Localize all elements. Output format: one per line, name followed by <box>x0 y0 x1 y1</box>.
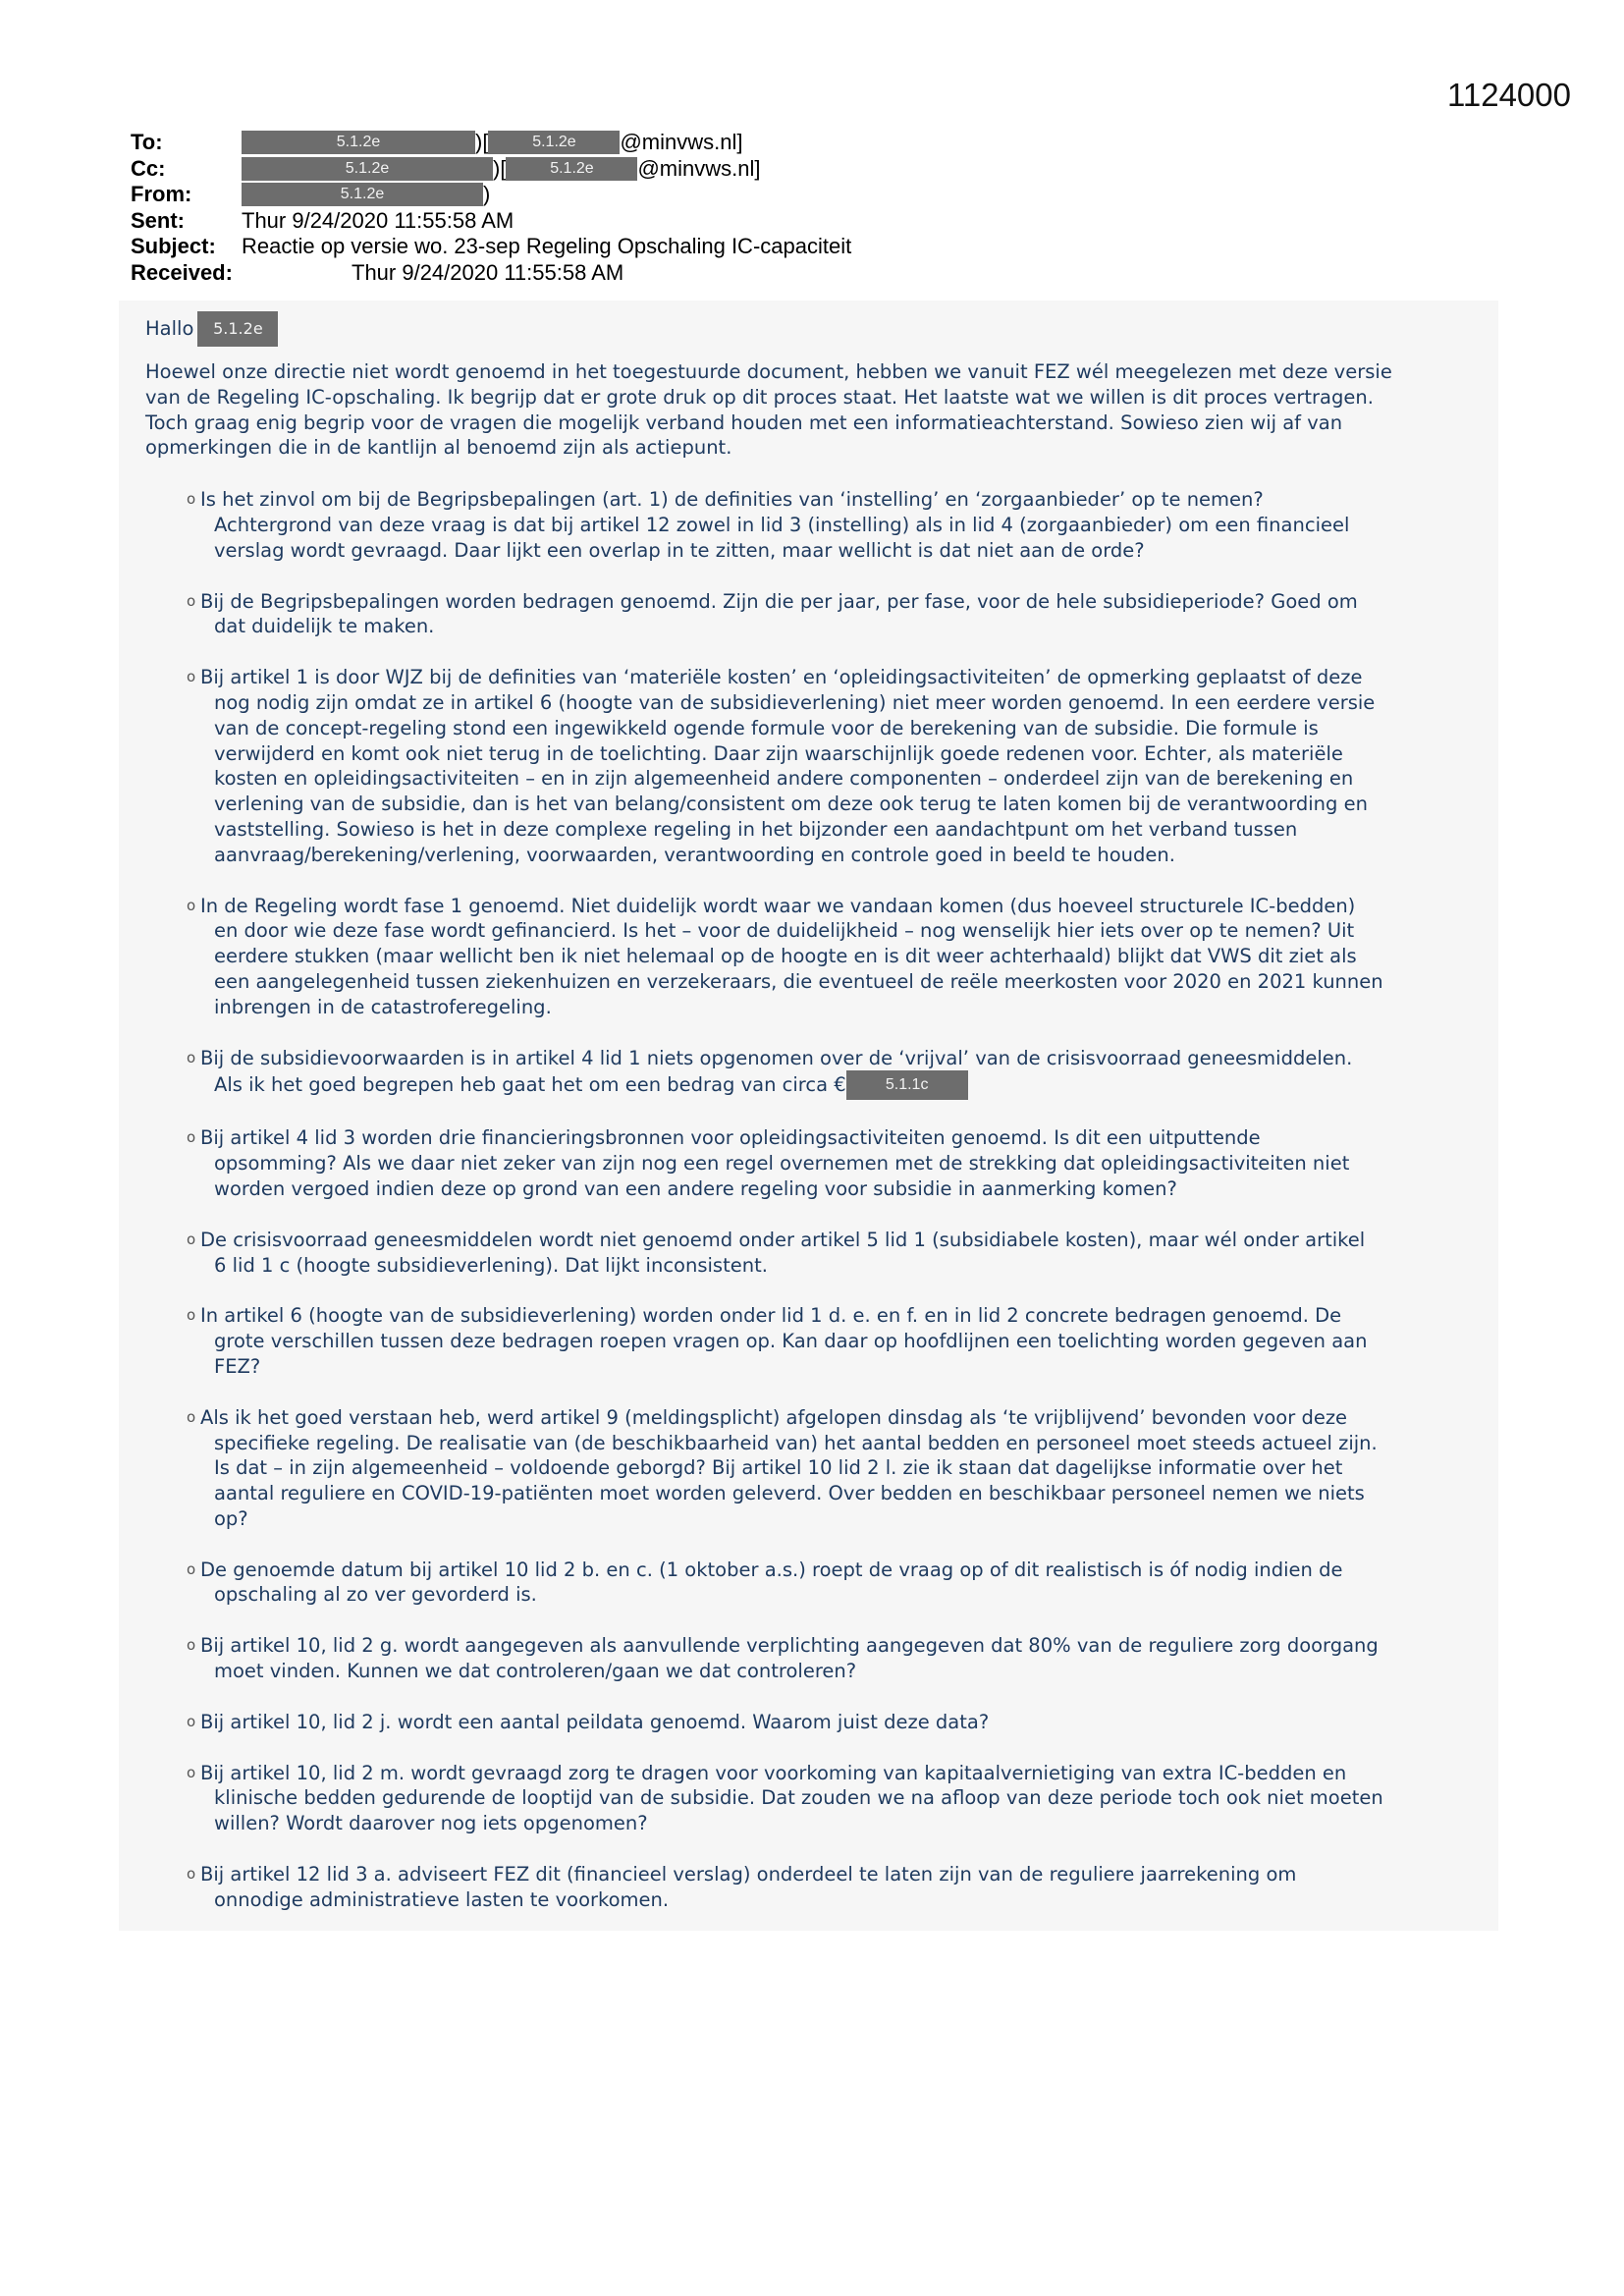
cc-row <box>131 156 1309 183</box>
question-line: Bij artikel 10, lid 2 m. wordt gevraagd zorg te dragen voor voorkoming van kapitaalvernietiging van extra IC-bedden en <box>200 1761 1347 1784</box>
question-line: klinische bedden gedurende de looptijd van de subsidie. Dat zouden we na afloop van deze periode toch ook niet moeten <box>214 1786 1383 1810</box>
question-line: en door wie deze fase wordt gefinancierd. Is het – voor de duidelijkheid – nog wenselijk hier iets over op te nemen? Uit <box>214 919 1355 943</box>
question-line: Bij de subsidievoorwaarden is in artikel 4 lid 1 niets opgenomen over de ‘vrijval’ van de crisisvoorraad geneesmiddelen. <box>200 1046 1353 1069</box>
question-item <box>145 1046 1490 1101</box>
subject-value: Reactie op versie wo. 23-sep Regeling Opschaling IC-capaciteit <box>242 234 852 258</box>
bullet-icon: o <box>187 1763 196 1781</box>
question-line: op? <box>214 1506 248 1530</box>
redaction-box: 5.1.2e <box>488 131 620 154</box>
document-id: 1124000 <box>1446 77 1571 113</box>
question-line: worden vergoed indien deze op grond van een andere regeling voor subsidie in aanmerking komen? <box>214 1176 1177 1200</box>
question-line: eerdere stukken (maar wellicht ben ik niet helemaal op de hoogte en is dit weer achterhaald) blijkt dat VWS dit ziet als <box>214 945 1357 968</box>
intro-line: opmerkingen die in de kantlijn al benoemd zijn als actiepunt. <box>145 436 732 460</box>
from-value: 5.1.2e ) <box>242 182 490 208</box>
question-line: nog nodig zijn omdat ze in artikel 6 (hoogte van de subsidieverlening) niet meer worden genoemd. In een eerdere versie <box>214 690 1376 714</box>
question-line: kosten en opleidingsactiviteiten – en in zijn algemeenheid andere componenten – onderdeel zijn van de berekening en <box>214 767 1354 791</box>
sent-value: Thur 9/24/2020 11:55:58 AM <box>242 207 514 233</box>
bullet-icon: o <box>187 1230 196 1248</box>
question-item <box>145 894 1490 1020</box>
redaction-box: 5.1.2e <box>242 183 483 206</box>
question-line: verwijderd en komt ook niet terug in de toelichting. Daar zijn waarschijnlijk goede redenen voor. Echter, als materiële <box>214 741 1343 765</box>
question-line: opschaling al zo ver gevorderd is. <box>214 1583 537 1607</box>
subject-row <box>131 234 1309 260</box>
to-email-domain: @minvws.nl] <box>620 130 743 154</box>
question-line: willen? Wordt daarover nog iets opgenomen? <box>214 1812 648 1835</box>
question-line: Is dat – in zijn algemeenheid – voldoende geborgd? Bij artikel 10 lid 2 l. zie ik staan dat dagelijkse informatie over het <box>214 1456 1343 1480</box>
cc-value: 5.1.2e )[ 5.1.2e @minvws.nl] <box>242 156 760 183</box>
to-row <box>131 130 1309 156</box>
received-label: Received: <box>131 259 233 285</box>
question-line: 6 lid 1 c (hoogte subsidieverlening). Dat lijkt inconsistent. <box>214 1253 768 1277</box>
email-body <box>145 310 1490 1939</box>
question-line: specifieke regeling. De realisatie van (de beschikbaarheid van) het aantal bedden en personeel moet steeds actueel zijn. <box>214 1431 1378 1454</box>
question-item <box>145 1710 1490 1735</box>
question-line: FEZ? <box>214 1354 261 1378</box>
question-line: Bij artikel 10, lid 2 j. wordt een aantal peildata genoemd. Waarom juist deze data? <box>200 1710 990 1733</box>
question-item <box>145 1125 1490 1201</box>
greeting-redaction: 5.1.2e <box>197 311 278 347</box>
question-line: Bij artikel 12 lid 3 a. adviseert FEZ dit (financieel verslag) onderdeel te laten zijn van de reguliere jaarrekening om <box>200 1863 1297 1886</box>
question-line: aanvraag/berekening/verlening, voorwaarden, verantwoording en controle goed in beeld te houden. <box>214 843 1175 866</box>
email-header <box>131 130 1309 286</box>
question-item <box>145 1633 1490 1684</box>
question-item <box>145 1228 1490 1279</box>
intro-paragraph <box>145 359 1490 461</box>
question-list <box>145 487 1490 1912</box>
amount-redaction: 5.1.1c <box>846 1070 968 1100</box>
question-line: onnodige administratieve lasten te voorkomen. <box>214 1887 670 1911</box>
question-line: van de concept-regeling stond een ingewikkeld ogende formule voor de berekening van de subsidie. Die formule is <box>214 716 1319 739</box>
bullet-icon: o <box>187 1306 196 1325</box>
question-line: grote verschillen tussen deze bedragen roepen vragen op. Kan daar op hoofdlijnen een toelichting worden gegeven aan <box>214 1330 1368 1353</box>
question-line: een aangelegenheid tussen ziekenhuizen en verzekeraars, die eventueel de reële meerkosten voor 2020 en 2021 kunnen <box>214 969 1383 993</box>
question-line: Bij artikel 4 lid 3 worden drie financieringsbronnen voor opleidingsactiviteiten genoemd. Is dit een uitputtende <box>200 1126 1261 1150</box>
question-item <box>145 1862 1490 1913</box>
question-line: Bij de Begripsbepalingen worden bedragen genoemd. Zijn die per jaar, per fase, voor de hele subsidieperiode? Goed om <box>200 589 1358 613</box>
question-line: moet vinden. Kunnen we dat controleren/gaan we dat controleren? <box>214 1660 857 1683</box>
received-value: Thur 9/24/2020 11:55:58 AM <box>352 259 624 285</box>
bullet-icon: o <box>187 896 196 914</box>
question-item <box>145 589 1490 640</box>
from-label: From: <box>131 182 192 206</box>
question-item <box>145 665 1490 867</box>
redaction-box: 5.1.2e <box>506 157 637 181</box>
bullet-icon: o <box>187 1128 196 1147</box>
to-label: To: <box>131 130 163 154</box>
bullet-icon: o <box>187 1407 196 1426</box>
question-item <box>145 1558 1490 1609</box>
question-line: Achtergrond van deze vraag is dat bij artikel 12 zowel in lid 3 (instelling) als in lid 4 (zorgaanbieder) om een financieel <box>214 513 1350 536</box>
question-line: verslag wordt gevraagd. Daar lijkt een overlap in te zitten, maar wellicht is dat niet aan de orde? <box>214 538 1145 562</box>
question-item <box>145 1303 1490 1379</box>
bullet-icon: o <box>187 668 196 686</box>
redaction-box: 5.1.2e <box>242 131 475 154</box>
redaction-box: 5.1.2e <box>242 157 493 181</box>
question-line: opsomming? Als we daar niet zeker van zijn nog een regel overnemen met de strekking dat opleidingsactiviteiten niet <box>214 1152 1350 1175</box>
question-line: vaststelling. Sowieso is het in deze complexe regeling in het bijzonder een aandachtpunt om het verband tussen <box>214 817 1298 841</box>
intro-line: van de Regeling IC-opschaling. Ik begrijp dat er grote druk op dit proces staat. Het laatste wat we willen is dit proces vertragen. <box>145 385 1374 409</box>
question-line: De crisisvoorraad geneesmiddelen wordt niet genoemd onder artikel 5 lid 1 (subsidiabele kosten), maar wél onder artikel <box>200 1228 1366 1251</box>
question-line: verlening van de subsidie, dan is het van belang/consistent om deze ook terug te laten komen bij de verantwoording en <box>214 793 1368 816</box>
greeting <box>145 310 1490 348</box>
intro-line: Hoewel onze directie niet wordt genoemd in het toegestuurde document, hebben we vanuit FEZ wél meegelezen met deze versie <box>145 360 1392 383</box>
question-line: De genoemde datum bij artikel 10 lid 2 b. en c. (1 oktober a.s.) roept de vraag op of dit realistisch is óf nodig indien de <box>200 1558 1343 1581</box>
bullet-icon: o <box>187 490 196 509</box>
question-line: Is het zinvol om bij de Begripsbepalingen (art. 1) de definities van ‘instelling’ en ‘zorgaanbieder’ op te nemen? <box>200 488 1264 512</box>
bullet-icon: o <box>187 1048 196 1066</box>
to-value: 5.1.2e )[ 5.1.2e @minvws.nl] <box>242 130 742 156</box>
question-line: In de Regeling wordt fase 1 genoemd. Niet duidelijk wordt waar we vandaan komen (dus hoeveel structurele IC-bedden) <box>200 894 1356 917</box>
question-line: Bij artikel 1 is door WJZ bij de definities van ‘materiële kosten’ en ‘opleidingsactiviteiten’ de opmerking geplaatst of deze <box>200 666 1363 689</box>
question-item <box>145 1405 1490 1532</box>
question-line: inbrengen in de catastroferegeling. <box>214 995 552 1018</box>
cc-label: Cc: <box>131 155 166 181</box>
question-line: dat duidelijk te maken. <box>214 615 435 638</box>
bullet-icon: o <box>187 1636 196 1655</box>
bullet-icon: o <box>187 591 196 610</box>
question-line: aantal reguliere en COVID-19-patiënten moet worden geleverd. Over bedden en beschikbaar personeel nemen we niets <box>214 1482 1365 1505</box>
bullet-icon: o <box>187 1559 196 1578</box>
question-line: Als ik het goed verstaan heb, werd artikel 9 (meldingsplicht) afgelopen dinsdag als ‘te vrijblijvend’ bevonden voor deze <box>200 1405 1348 1429</box>
subject-label: Subject: <box>131 234 216 258</box>
cc-email-domain: @minvws.nl] <box>637 155 761 181</box>
sent-label: Sent: <box>131 207 185 233</box>
bullet-icon: o <box>187 1712 196 1730</box>
question-item <box>145 1761 1490 1836</box>
question-line-text: Als ik het goed begrepen heb gaat het om een bedrag van circa € <box>214 1073 846 1097</box>
question-line: Bij artikel 10, lid 2 g. wordt aangegeven als aanvullende verplichting aangegeven dat 80% van de reguliere zorg doorgang <box>200 1634 1379 1658</box>
received-row <box>131 260 1309 287</box>
question-line <box>214 1070 1490 1100</box>
question-item <box>145 487 1490 563</box>
greeting-text: Hallo <box>145 317 194 341</box>
intro-line: Toch graag enig begrip voor de vragen die mogelijk verband houden met een informatieachterstand. Sowieso zien wij af van <box>145 410 1343 434</box>
sent-row <box>131 208 1309 235</box>
question-line: In artikel 6 (hoogte van de subsidieverlening) worden onder lid 1 d. e. en f. en in lid 2 concrete bedragen genoemd. De <box>200 1304 1342 1328</box>
from-row <box>131 182 1309 208</box>
bullet-icon: o <box>187 1865 196 1884</box>
